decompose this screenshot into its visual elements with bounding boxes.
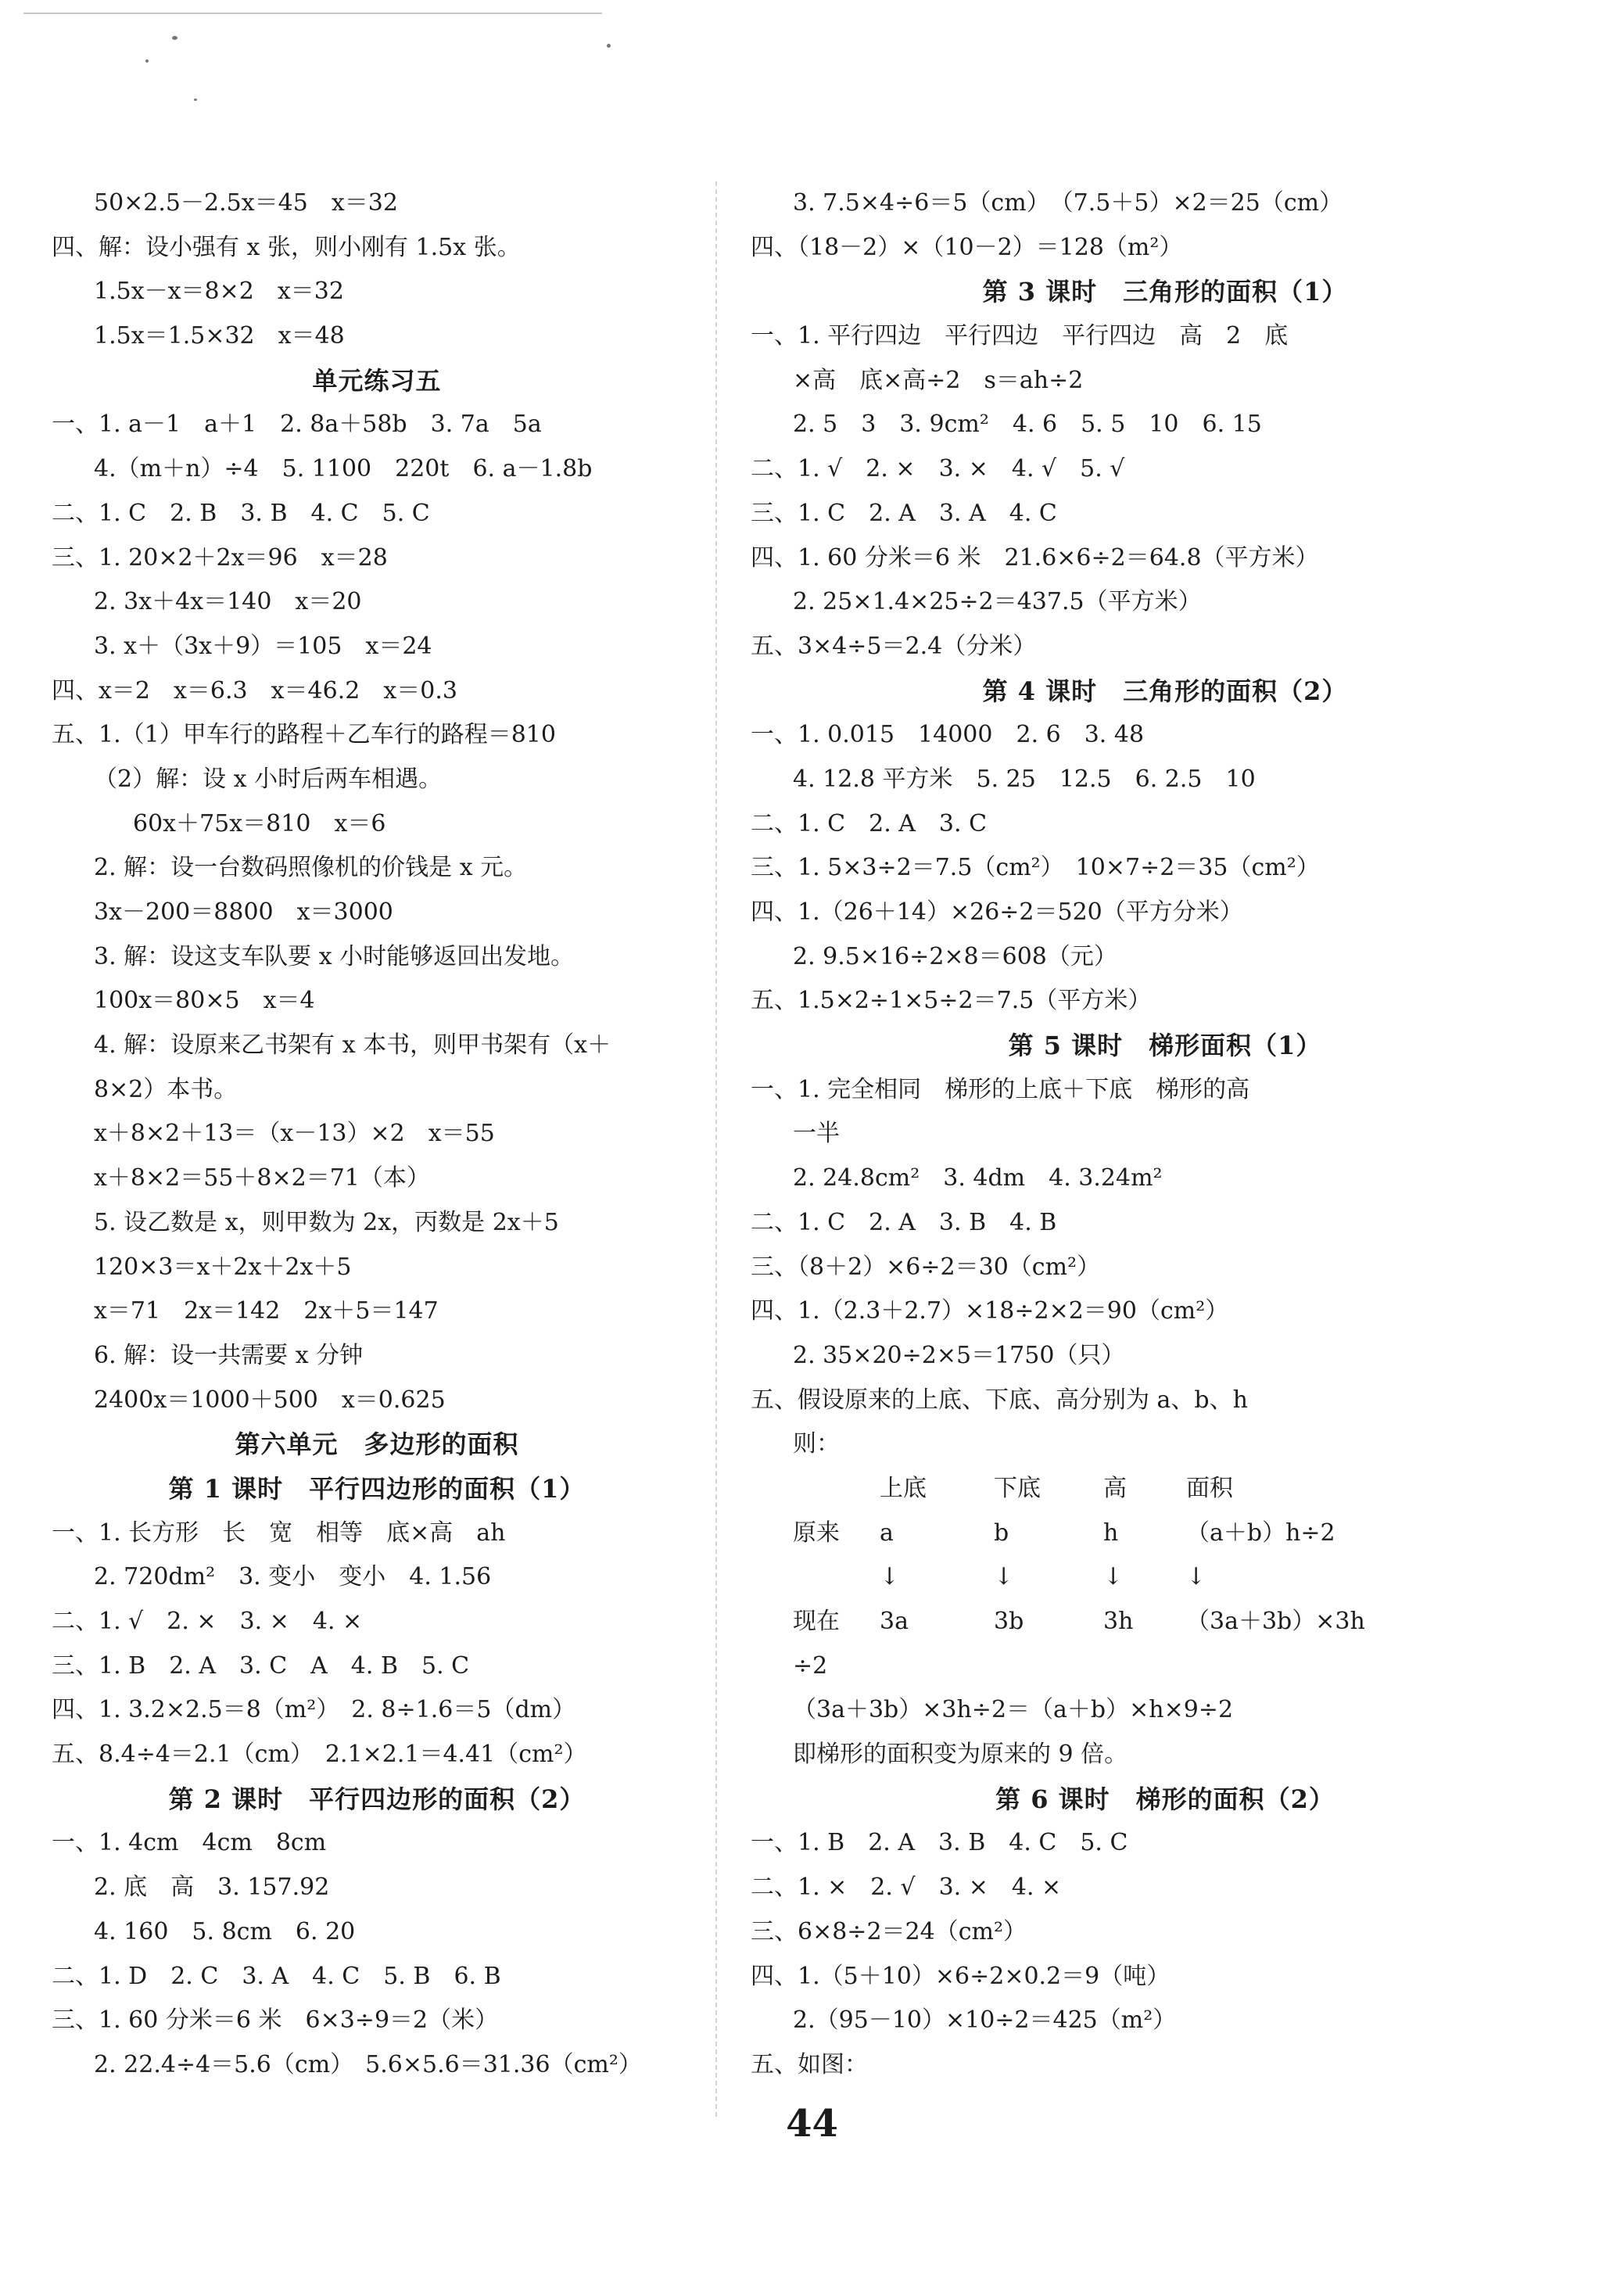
lesson-heading: 第 4 课时 三角形的面积（2） xyxy=(982,676,1348,706)
answer-line: 二、1. C 2. B 3. B 4. C 5. C xyxy=(52,499,430,527)
unit-heading: 第六单元 多边形的面积 xyxy=(235,1429,519,1460)
answer-line: 3x－200＝8800 x＝3000 xyxy=(94,898,393,926)
column-divider xyxy=(715,181,717,2117)
answer-line: 二、1. C 2. A 3. C xyxy=(751,809,988,837)
table-cell: 现在 xyxy=(793,1608,840,1635)
answer-line: 一、1. a－1 a＋1 2. 8a＋58b 3. 7a 5a xyxy=(52,411,542,439)
answer-line: 2400x＝1000＋500 x＝0.625 xyxy=(94,1386,446,1414)
answer-line: 三、1. 5×3÷2＝7.5（cm²） 10×7÷2＝35（cm²） xyxy=(751,854,1320,882)
lesson-heading: 第 6 课时 梯形的面积（2） xyxy=(995,1784,1335,1814)
answer-line: 4.（m＋n）÷4 5. 1100 220t 6. a－1.8b xyxy=(94,455,593,483)
answer-line: 2. 720dm² 3. 变小 变小 4. 1.56 xyxy=(94,1563,492,1591)
answer-line: 五、假设原来的上底、下底、高分别为 a、b、h xyxy=(751,1386,1248,1414)
answer-line: 二、1. √ 2. × 3. × 4. × xyxy=(52,1608,363,1635)
table-cell: 上底 xyxy=(880,1474,927,1502)
lesson-heading: 第 3 课时 三角形的面积（1） xyxy=(982,277,1348,307)
scan-speck xyxy=(194,99,197,101)
answer-line: 四、（18－2）×（10－2）＝128（m²） xyxy=(751,233,1183,261)
answer-line: 2. 5 3 3. 9cm² 4. 6 5. 5 10 6. 15 xyxy=(793,411,1262,439)
lesson-heading: 第 1 课时 平行四边形的面积（1） xyxy=(168,1473,586,1504)
left-column xyxy=(52,181,702,2088)
answer-line: 四、1. 60 分米＝6 米 21.6×6÷2＝64.8（平方米） xyxy=(751,543,1319,572)
answer-line: 1.5x－x＝8×2 x＝32 xyxy=(94,278,344,306)
answer-line: 2. 底 高 3. 157.92 xyxy=(94,1874,330,1902)
comparison-table-arrows xyxy=(751,1555,1579,1600)
lesson-heading: 第 5 课时 梯形面积（1） xyxy=(1008,1031,1322,1061)
table-cell: b xyxy=(994,1519,1009,1547)
answer-line: 二、1. × 2. √ 3. × 4. × xyxy=(751,1874,1062,1902)
answer-line: 2. 3x＋4x＝140 x＝20 xyxy=(94,588,362,616)
arrow-down-icon: ↓ xyxy=(1103,1563,1124,1591)
answer-line: 一、1. 完全相同 梯形的上底＋下底 梯形的高 xyxy=(751,1075,1250,1103)
scan-speck xyxy=(145,59,149,63)
answer-line: 四、1. 3.2×2.5＝8（m²） 2. 8÷1.6＝5（dm） xyxy=(52,1696,576,1724)
table-cell: 原来 xyxy=(793,1519,840,1547)
answer-line: 120×3＝x＋2x＋2x＋5 xyxy=(94,1253,352,1281)
answer-line: 2. 9.5×16÷2×8＝608（元） xyxy=(793,942,1117,970)
table-cell: 3a xyxy=(880,1608,909,1635)
answer-line: x＝71 2x＝142 2x＋5＝147 xyxy=(94,1297,439,1325)
answer-line: 60x＋75x＝810 x＝6 xyxy=(133,809,386,837)
answer-line: 5. 设乙数是 x，则甲数为 2x，丙数是 2x＋5 xyxy=(94,1208,559,1236)
arrow-down-icon: ↓ xyxy=(1186,1563,1206,1591)
table-cell: 面积 xyxy=(1186,1474,1233,1502)
answer-line: 3. x＋（3x＋9）＝105 x＝24 xyxy=(94,632,432,660)
answer-line: 二、1. D 2. C 3. A 4. C 5. B 6. B xyxy=(52,1962,501,1990)
answer-line: 2. 25×1.4×25÷2＝437.5（平方米） xyxy=(793,588,1202,616)
answer-line: x＋8×2＝55＋8×2＝71（本） xyxy=(94,1164,430,1192)
lesson-heading: 第 2 课时 平行四边形的面积（2） xyxy=(168,1784,586,1814)
answer-line: 一、1. 0.015 14000 2. 6 3. 48 xyxy=(751,721,1145,749)
arrow-down-icon: ↓ xyxy=(880,1563,900,1591)
answer-line: 四、解：设小强有 x 张，则小刚有 1.5x 张。 xyxy=(52,233,521,261)
answer-line: 三、（8＋2）×6÷2＝30（cm²） xyxy=(751,1253,1101,1281)
answer-line: 100x＝80×5 x＝4 xyxy=(94,987,315,1015)
table-cell: （a＋b）h÷2 xyxy=(1186,1519,1335,1547)
answer-line: 五、如图： xyxy=(751,2050,868,2078)
table-cell xyxy=(751,1555,880,1600)
table-cell: 3h xyxy=(1103,1608,1134,1635)
answer-line: 五、8.4÷4＝2.1（cm） 2.1×2.1＝4.41（cm²） xyxy=(52,1741,587,1769)
answer-line: 3. 7.5×4÷6＝5（cm） （7.5＋5）×2＝25（cm） xyxy=(793,189,1343,217)
answer-line: 五、3×4÷5＝2.4（分米） xyxy=(751,632,1037,660)
answer-line: 3. 解：设这支车队要 x 小时能够返回出发地。 xyxy=(94,942,575,970)
answer-line: 8×2）本书。 xyxy=(94,1075,238,1103)
answer-line: 一半 xyxy=(793,1120,840,1148)
answer-line: 三、6×8÷2＝24（cm²） xyxy=(751,1917,1027,1945)
answer-line: 三、1. C 2. A 3. A 4. C xyxy=(751,499,1057,527)
answer-line: 2. 解：设一台数码照像机的价钱是 x 元。 xyxy=(94,854,528,882)
comparison-table-header xyxy=(751,1467,1579,1511)
answer-line: 二、1. √ 2. × 3. × 4. √ 5. √ xyxy=(751,455,1125,483)
answer-line: 即梯形的面积变为原来的 9 倍。 xyxy=(793,1741,1128,1769)
answer-line: x＋8×2＋13＝（x－13）×2 x＝55 xyxy=(94,1120,495,1148)
answer-line: 一、1. 平行四边 平行四边 平行四边 高 2 底 xyxy=(751,322,1289,350)
answer-line: 4. 12.8 平方米 5. 25 12.5 6. 2.5 10 xyxy=(793,765,1256,793)
answer-line: ×高 底×高÷2 s＝ah÷2 xyxy=(793,366,1084,394)
table-cell: h xyxy=(1103,1519,1119,1547)
page-number: 44 xyxy=(786,2102,838,2146)
answer-line: 50×2.5－2.5x＝45 x＝32 xyxy=(94,189,398,217)
answer-line: （2）解：设 x 小时后两车相遇。 xyxy=(94,765,443,793)
table-cell: （3a＋3b）×3h xyxy=(1186,1608,1365,1635)
answer-line: 四、x＝2 x＝6.3 x＝46.2 x＝0.3 xyxy=(52,676,457,705)
top-rule xyxy=(23,13,602,14)
answer-line: 一、1. 4cm 4cm 8cm xyxy=(52,1829,327,1857)
answer-line: 2.（95－10）×10÷2＝425（m²） xyxy=(793,2006,1177,2035)
answer-line: 2. 35×20÷2×5＝1750（只） xyxy=(793,1341,1125,1369)
scan-speck xyxy=(172,36,177,40)
table-cell: a xyxy=(880,1519,894,1547)
arrow-down-icon: ↓ xyxy=(994,1563,1014,1591)
comparison-table-row-original xyxy=(751,1511,1579,1556)
answer-line: 三、1. 60 分米＝6 米 6×3÷9＝2（米） xyxy=(52,2006,499,2035)
answer-line: 4. 160 5. 8cm 6. 20 xyxy=(94,1917,356,1945)
table-cell xyxy=(751,1467,880,1511)
answer-line: 三、1. B 2. A 3. C A 4. B 5. C xyxy=(52,1651,470,1680)
table-cell: 3b xyxy=(994,1608,1024,1635)
answer-line: 则： xyxy=(793,1430,840,1458)
answer-line: 三、1. 20×2＋2x＝96 x＝28 xyxy=(52,543,388,572)
answer-line: 2. 22.4÷4＝5.6（cm） 5.6×5.6＝31.36（cm²） xyxy=(94,2050,642,2078)
answer-line: ÷2 xyxy=(793,1651,828,1680)
answer-line: 1.5x＝1.5×32 x＝48 xyxy=(94,322,345,350)
answer-line: 2. 24.8cm² 3. 4dm 4. 3.24m² xyxy=(793,1164,1163,1192)
answer-line: 二、1. C 2. A 3. B 4. B xyxy=(751,1208,1057,1236)
table-cell: 高 xyxy=(1103,1474,1127,1502)
answer-line: 五、1.5×2÷1×5÷2＝7.5（平方米） xyxy=(751,987,1152,1015)
answer-line: 4. 解：设原来乙书架有 x 本书，则甲书架有（x＋ xyxy=(94,1031,611,1060)
table-cell: 下底 xyxy=(994,1474,1041,1502)
answer-line: 四、1.（5＋10）×6÷2×0.2＝9（吨） xyxy=(751,1962,1170,1990)
section-heading: 单元练习五 xyxy=(312,365,442,396)
answer-line: 一、1. B 2. A 3. B 4. C 5. C xyxy=(751,1829,1128,1857)
answer-line: （3a＋3b）×3h÷2＝（a＋b）×h×9÷2 xyxy=(793,1696,1234,1724)
answer-line: 一、1. 长方形 长 宽 相等 底×高 ah xyxy=(52,1519,506,1547)
answer-line: 四、1.（2.3＋2.7）×18÷2×2＝90（cm²） xyxy=(751,1297,1229,1325)
right-column xyxy=(751,181,1579,2088)
answer-line: 6. 解：设一共需要 x 分钟 xyxy=(94,1341,364,1369)
comparison-table-row-now xyxy=(751,1600,1579,1644)
scan-speck xyxy=(607,44,611,48)
answer-line: 四、1.（26＋14）×26÷2＝520（平方分米） xyxy=(751,898,1243,926)
answer-line: 五、1.（1）甲车行的路程＋乙车行的路程＝810 xyxy=(52,721,556,749)
